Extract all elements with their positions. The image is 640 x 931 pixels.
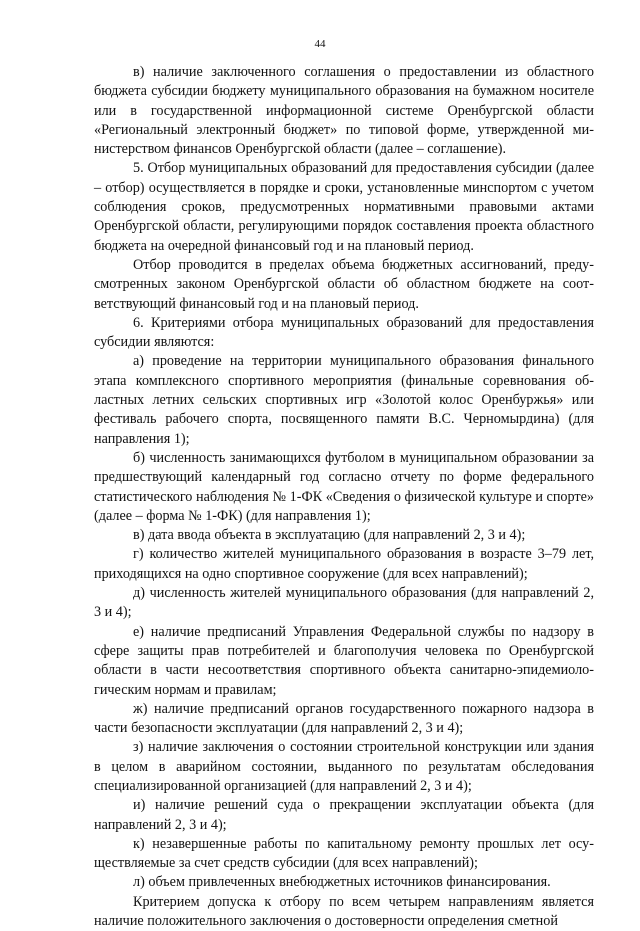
criterion-a: а) проведение на территории муниципального образования финального этапа комплексного спортивного мероприятия (финальные соревнования областных летних сельских спортивных игр «Золотой колос Оренбуржья» или фестиваль рабочего спорта, посвященного памяти В.С. Черномырдина) (для направления 1); bbox=[94, 353, 594, 447]
document-body bbox=[94, 63, 594, 931]
criterion-l: л) объем привлеченных внебюджетных источников финансирования. bbox=[133, 874, 551, 891]
criterion-e: е) наличие предписаний Управления Федеральной службы по надзору в сфере защиты прав потребителей и благополучия человека по Оренбургской области в части несоответствия спортивного объекта санитарно-эпидемиологическим нормам и правилам; bbox=[94, 623, 594, 698]
criterion-d: д) численность жителей муниципального образования (для направлений 2, 3 и 4); bbox=[94, 585, 594, 621]
criterion-k: к) незавершенные работы по капитальному ремонту прошлых лет осуществляемые за счет средств субсидии (для всех направлений); bbox=[94, 835, 594, 872]
criterion-b: б) численность занимающихся футболом в муниципальном образовании за предшествующий календарный год согласно отчету по форме федерального статистического наблюдения № 1-ФК «Сведения о физической культуре и спорте» (далее – форма № 1-ФК) (для направления 1); bbox=[94, 449, 594, 524]
page-number: 44 bbox=[314, 38, 326, 50]
paragraph-selection-budget: Отбор проводится в пределах объема бюджетных ассигнований, предусмотренных законом Оренбургской области об областном бюджете на соответствующий финансовый год и на плановый период. bbox=[94, 256, 594, 312]
criterion-zh: ж) наличие предписаний органов государственного пожарного надзора в части безопасности эксплуатации (для направлений 2, 3 и 4); bbox=[94, 700, 594, 737]
criterion-v: в) дата ввода объекта в эксплуатацию (для направлений 2, 3 и 4); bbox=[133, 527, 526, 544]
paragraph-criteria-intro: 6. Критериями отбора муниципальных образований для предоставления субсидии являются: bbox=[94, 314, 594, 351]
paragraph-admission-criterion: Критерием допуска к отбору по всем четырем направлениям является наличие положительного заключения о достоверности определения сметной bbox=[94, 893, 594, 930]
paragraph-selection-procedure: 5. Отбор муниципальных образований для предоставления субсидии (далее – отбор) осуществляется в порядке и сроки, установленные минспортом с учетом соблюдения сроков, предусмотренных нормативными правовыми актами Оренбургской области, регулирующими порядок составления проекта областного бюджета на очередной финансовый год и на плановый период. bbox=[94, 160, 594, 254]
criterion-z: з) наличие заключения о состоянии строительной конструкции или здания в целом в аварийном состоянии, выданного по результатам обследования специализированной организацией (для направлений 2, 3 и 4); bbox=[94, 739, 594, 794]
paragraph-agreement: в) наличие заключенного соглашения о предоставлении из областного бюджета субсидии бюджету муниципального образования на бумажном носителе или в государственной информационной системе Оренбургской области «Региональный электронный бюджет» по типовой форме, утвержденной министерством финансов Оренбургской области (далее – соглашение). bbox=[94, 64, 594, 158]
criterion-i: и) наличие решений суда о прекращении эксплуатации объекта (для направлений 2, 3 и 4); bbox=[94, 797, 594, 833]
criterion-g: г) количество жителей муниципального образования в возрасте 3–79 лет, приходящихся на одно спортивное сооружение (для всех направлений); bbox=[94, 546, 594, 582]
